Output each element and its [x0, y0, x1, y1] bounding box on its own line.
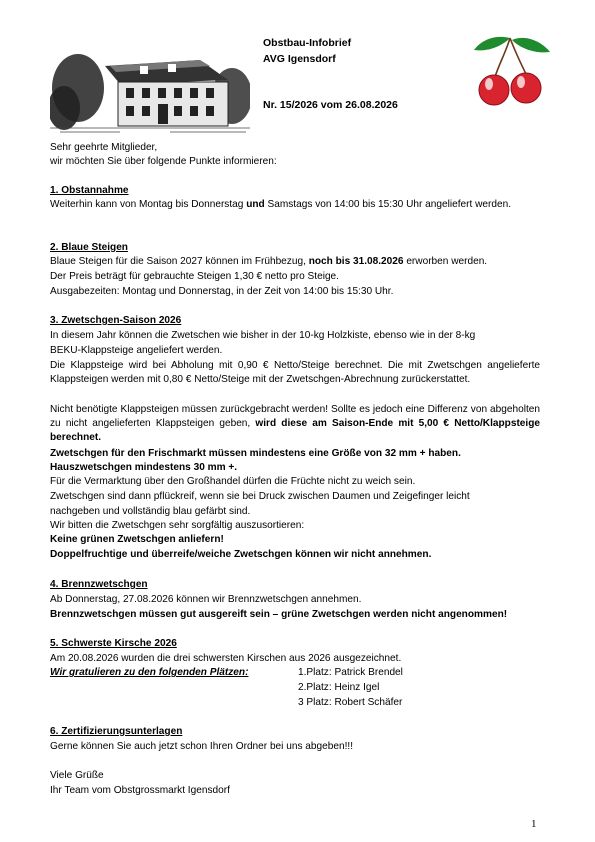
place-2: 2.Platz: Heinz Igel — [298, 682, 380, 693]
section-3-heading: 3. Zwetschgen-Saison 2026 — [50, 315, 182, 326]
section-3-paragraph: Die Klappsteige wird bei Abholung mit 0,90 € Netto/Steige berechnet. Die mit Zwetschgen angelieferte Klappsteigen werden mit 0,80 € Netto/Steige mit der Zwetschgen-Abrechnung zurückerstattet. — [50, 360, 540, 385]
newsletter-subtitle: AVG Igensdorf — [263, 53, 336, 65]
intro-lead: wir möchten Sie über folgende Punkte informieren: — [50, 156, 277, 167]
section-3-bold-line: Doppelfruchtige und überreife/weiche Zwetschgen können wir nicht annehmen. — [50, 549, 432, 560]
building-sketch-icon — [50, 36, 250, 136]
section-2-line: Der Preis beträgt für gebrauchte Steigen 1,30 € netto pro Steige. — [50, 271, 339, 282]
newsletter-title: Obstbau-Infobrief — [263, 37, 352, 49]
place-1: 1.Platz: Patrick Brendel — [298, 667, 403, 678]
issue-number: Nr. 15/2026 vom 26.08.2026 — [263, 99, 398, 111]
section-1-text: Weiterhin kann von Montag bis Donnerstag und Samstags von 14:00 bis 15:30 Uhr angeliefert werden. — [50, 199, 512, 210]
section-3-line: Wir bitten die Zwetschgen sehr sorgfältig auszusortieren: — [50, 520, 305, 531]
section-5-heading: 5. Schwerste Kirsche 2026 — [50, 638, 177, 649]
salutation: Sehr geehrte Mitglieder, — [50, 142, 158, 153]
page-number: 1 — [531, 818, 537, 830]
section-2-line: Blaue Steigen für die Saison 2027 können im Frühbezug, noch bis 31.08.2026 erworben werden. — [50, 256, 488, 267]
section-3-line: In diesem Jahr können die Zwetschen wie bisher in der 10-kg Holzkiste, ebenso wie in der 8-kg — [50, 330, 476, 341]
place-3: 3 Platz: Robert Schäfer — [298, 697, 403, 708]
section-2-heading: 2. Blaue Steigen — [50, 242, 128, 253]
section-1-heading: 1. Obstannahme — [50, 185, 129, 196]
section-3-bold-line: Keine grünen Zwetschgen anliefern! — [50, 534, 224, 545]
section-3-line: Zwetschgen sind dann pflückreif, wenn sie bei Druck zwischen Daumen und Zeigefinger leicht — [50, 491, 470, 502]
section-6-line: Gerne können Sie auch jetzt schon Ihren Ordner bei uns abgeben!!! — [50, 741, 354, 752]
closing-sender: Ihr Team vom Obstgrossmarkt Igensdorf — [50, 785, 230, 796]
closing-greeting: Viele Grüße — [50, 770, 104, 781]
congratulations-label: Wir gratulieren zu den folgenden Plätzen: — [50, 667, 249, 678]
section-4-heading: 4. Brennzwetschgen — [50, 579, 148, 590]
section-3-bold-line: Zwetschgen für den Frischmarkt müssen mindestens eine Größe von 32 mm + haben. — [50, 448, 461, 459]
section-3-bold-line: Hauszwetschgen mindestens 30 mm +. — [50, 462, 238, 473]
cherry-icon — [472, 32, 552, 110]
section-4-line: Ab Donnerstag, 27.08.2026 können wir Brennzwetschgen annehmen. — [50, 594, 362, 605]
section-6-heading: 6. Zertifizierungsunterlagen — [50, 726, 183, 737]
section-3-line: BEKU-Klappsteige angeliefert werden. — [50, 345, 223, 356]
section-3-line: Für die Vermarktung über den Großhandel dürfen die Früchte nicht zu weich sein. — [50, 476, 416, 487]
section-5-line: Am 20.08.2026 wurden die drei schwersten Kirschen aus 2026 ausgezeichnet. — [50, 653, 402, 664]
section-2-line: Ausgabezeiten: Montag und Donnerstag, in der Zeit von 14:00 bis 15:30 Uhr. — [50, 286, 394, 297]
section-4-bold-line: Brennzwetschgen müssen gut ausgereift sein – grüne Zwetschgen werden nicht angenommen! — [50, 609, 508, 620]
section-3-paragraph: Nicht benötigte Klappsteigen müssen zurückgebracht werden! Sollte es jedoch eine Differenz von abgeholten zu nicht angelieferten Klappsteigen geben, wird diese am Saison-Ende mit 5,00 € Netto/Klappsteige berechnet. — [50, 404, 540, 443]
section-3-line: nachgeben und vollständig blau gefärbt sind. — [50, 506, 251, 517]
